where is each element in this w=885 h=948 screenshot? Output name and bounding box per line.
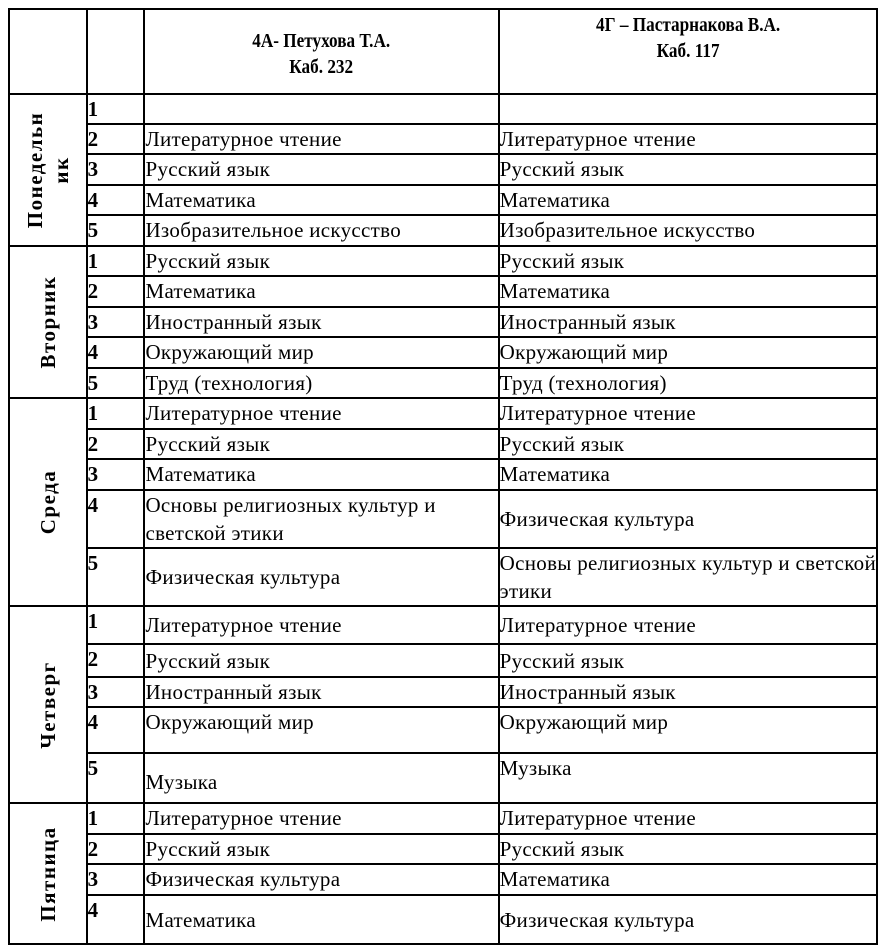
lesson-class-b: Русский язык <box>499 834 877 864</box>
table-row <box>9 895 877 944</box>
lesson-class-b: Труд (технология) <box>499 368 877 398</box>
table-row <box>9 677 877 707</box>
table-row <box>9 246 877 276</box>
lesson-class-b: Физическая культура <box>499 490 877 548</box>
table-row <box>9 185 877 215</box>
lesson-number: 1 <box>87 398 145 429</box>
lesson-class-a: Литературное чтение <box>144 398 498 429</box>
lesson-number: 3 <box>87 459 145 490</box>
lesson-class-a: Иностранный язык <box>144 307 498 337</box>
lesson-class-b: Музыка <box>499 753 877 803</box>
class-a-teacher: 4А- Петухова Т.А. <box>252 29 391 52</box>
lesson-class-a: Математика <box>144 185 498 215</box>
lesson-class-b: Русский язык <box>499 154 877 185</box>
lesson-class-a: Иностранный язык <box>144 677 498 707</box>
lesson-number: 2 <box>87 644 145 677</box>
table-row <box>9 707 877 753</box>
lesson-class-b <box>499 94 877 124</box>
lesson-class-b: Окружающий мир <box>499 707 877 753</box>
lesson-number: 2 <box>87 124 145 154</box>
lesson-class-b: Основы религиозных культур и светской этики <box>499 548 877 606</box>
lesson-class-b: Русский язык <box>499 644 877 677</box>
lesson-class-a: Русский язык <box>144 834 498 864</box>
class-a-room: Каб. 232 <box>289 55 354 78</box>
lesson-number: 1 <box>87 606 145 644</box>
lesson-class-a: Изобразительное искусство <box>144 215 498 246</box>
lesson-class-a: Литературное чтение <box>144 124 498 154</box>
table-row <box>9 753 877 803</box>
lesson-class-a: Окружающий мир <box>144 707 498 753</box>
table-row <box>9 124 877 154</box>
lesson-number: 4 <box>87 490 145 548</box>
lesson-number: 3 <box>87 864 145 895</box>
table-row <box>9 307 877 337</box>
day-monday <box>9 94 87 246</box>
lesson-number: 5 <box>87 753 145 803</box>
lesson-class-b: Математика <box>499 185 877 215</box>
lesson-class-b: Литературное чтение <box>499 606 877 644</box>
lesson-number: 5 <box>87 368 145 398</box>
table-row <box>9 864 877 895</box>
lesson-class-b: Литературное чтение <box>499 803 877 834</box>
table-row <box>9 803 877 834</box>
lesson-number: 2 <box>87 429 145 459</box>
lesson-number: 4 <box>87 895 145 944</box>
table-row <box>9 154 877 185</box>
table-row <box>9 834 877 864</box>
header-day-cell <box>9 9 87 94</box>
header-num-cell <box>87 9 145 94</box>
lesson-class-b: Русский язык <box>499 429 877 459</box>
day-label: Среда <box>35 469 60 535</box>
table-row <box>9 94 877 124</box>
schedule-table <box>8 8 878 945</box>
day-label: Понедельн <box>22 111 47 229</box>
lesson-class-b: Физическая культура <box>499 895 877 944</box>
lesson-class-a: Русский язык <box>144 429 498 459</box>
day-label: Вторник <box>35 275 60 369</box>
lesson-class-a: Основы религиозных культур и светской этики <box>144 490 498 548</box>
header-class-b <box>499 9 877 94</box>
lesson-class-b: Иностранный язык <box>499 307 877 337</box>
lesson-number: 1 <box>87 246 145 276</box>
lesson-class-a: Окружающий мир <box>144 337 498 368</box>
day-label: Пятница <box>35 825 60 922</box>
lesson-number: 3 <box>87 677 145 707</box>
lesson-number: 5 <box>87 548 145 606</box>
lesson-class-a: Русский язык <box>144 154 498 185</box>
lesson-class-a: Русский язык <box>144 246 498 276</box>
day-tuesday <box>9 246 87 398</box>
lesson-class-b: Иностранный язык <box>499 677 877 707</box>
lesson-class-b: Изобразительное искусство <box>499 215 877 246</box>
table-row <box>9 215 877 246</box>
lesson-class-b: Математика <box>499 864 877 895</box>
header-row <box>9 9 877 94</box>
lesson-class-a: Физическая культура <box>144 864 498 895</box>
class-b-teacher: 4Г – Пастарнакова В.А. <box>595 14 780 36</box>
lesson-number: 4 <box>87 185 145 215</box>
lesson-class-a <box>144 94 498 124</box>
lesson-class-a: Математика <box>144 895 498 944</box>
lesson-class-a: Математика <box>144 459 498 490</box>
lesson-number: 5 <box>87 215 145 246</box>
table-row <box>9 459 877 490</box>
lesson-class-a: Математика <box>144 276 498 307</box>
lesson-number: 1 <box>87 803 145 834</box>
table-row <box>9 429 877 459</box>
table-row <box>9 606 877 644</box>
table-row <box>9 548 877 606</box>
lesson-number: 2 <box>87 834 145 864</box>
lesson-class-b: Русский язык <box>499 246 877 276</box>
lesson-class-b: Литературное чтение <box>499 398 877 429</box>
lesson-class-b: Математика <box>499 276 877 307</box>
lesson-number: 1 <box>87 94 145 124</box>
lesson-class-b: Математика <box>499 459 877 490</box>
lesson-number: 4 <box>87 337 145 368</box>
day-wednesday <box>9 398 87 606</box>
lesson-number: 3 <box>87 154 145 185</box>
lesson-number: 4 <box>87 707 145 753</box>
header-class-a <box>144 9 498 94</box>
table-row <box>9 368 877 398</box>
lesson-class-b: Окружающий мир <box>499 337 877 368</box>
class-b-room: Каб. 117 <box>656 40 720 62</box>
lesson-class-a: Литературное чтение <box>144 803 498 834</box>
day-thursday <box>9 606 87 803</box>
lesson-class-a: Музыка <box>144 753 498 803</box>
table-row <box>9 337 877 368</box>
lesson-class-a: Литературное чтение <box>144 606 498 644</box>
lesson-number: 3 <box>87 307 145 337</box>
day-label-cont: ик <box>48 156 73 184</box>
table-row <box>9 276 877 307</box>
lesson-class-b: Литературное чтение <box>499 124 877 154</box>
lesson-class-a: Труд (технология) <box>144 368 498 398</box>
table-row <box>9 398 877 429</box>
day-label: Четверг <box>35 660 60 749</box>
day-friday <box>9 803 87 944</box>
lesson-class-a: Русский язык <box>144 644 498 677</box>
table-row <box>9 490 877 548</box>
lesson-number: 2 <box>87 276 145 307</box>
table-row <box>9 644 877 677</box>
lesson-class-a: Физическая культура <box>144 548 498 606</box>
